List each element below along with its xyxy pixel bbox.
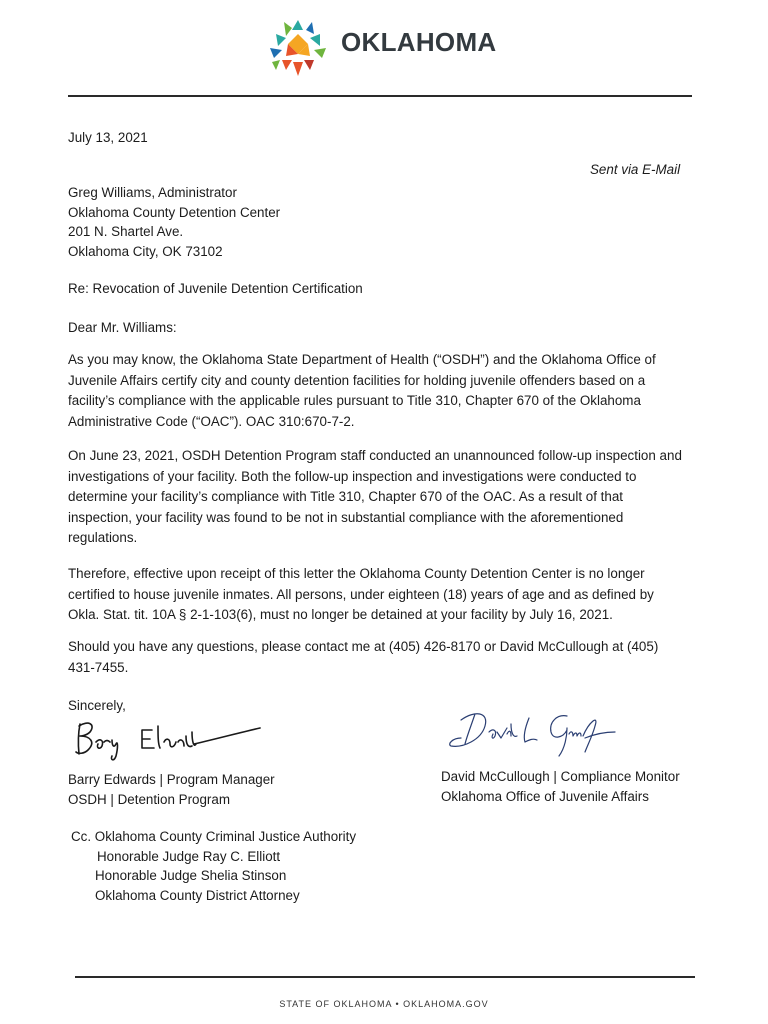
delivery-method: Sent via E-Mail <box>590 162 681 177</box>
body-paragraph: Should you have any questions, please contact me at (405) 426-8170 or David McCullough at (405) 431-7455. <box>68 639 659 675</box>
brand-wordmark: OKLAHOMA <box>341 27 497 57</box>
address-line: Oklahoma City, OK 73102 <box>68 243 223 259</box>
cc-list <box>71 827 356 905</box>
address-line: 201 N. Shartel Ave. <box>68 224 184 239</box>
signer-left-title: Barry Edwards | Program Manager <box>68 772 275 787</box>
signer-right-org: Oklahoma Office of Juvenile Affairs <box>441 788 649 804</box>
recipient-address <box>68 183 280 261</box>
signer-left-block <box>68 770 275 809</box>
footer-text: STATE OF OKLAHOMA • OKLAHOMA.GOV <box>279 999 489 1009</box>
footer-divider <box>75 976 695 978</box>
subject-line: Re: Revocation of Juvenile Detention Certification <box>68 281 363 296</box>
cc-line: Honorable Judge Shelia Stinson <box>95 868 287 883</box>
body-paragraph: On June 23, 2021, OSDH Detention Program staff conducted an unannounced follow-up inspection and investigations of your facility. Both the follow-up inspection and investigations were conducted to determine your facility’s compliance with Title 310, Chapter 670 of the OAC. As a result of that inspection, your facility was found to be not in substantial compliance with the aforementioned regulations. <box>68 448 682 545</box>
salutation: Dear Mr. Williams: <box>68 320 177 335</box>
oklahoma-star-logo <box>262 16 334 80</box>
body-paragraph: As you may know, the Oklahoma State Department of Health (“OSDH”) and the Oklahoma Office of Juvenile Affairs certify city and county detention facilities for holding juvenile offenders based on a facility’s compliance with the applicable rules pursuant to Title 310, Chapter 670 of the Oklahoma Administrative Code (“OAC”). OAC 310:670-7-2. <box>68 352 656 429</box>
cc-line: Oklahoma County District Attorney <box>95 887 300 903</box>
address-line: Oklahoma County Detention Center <box>68 204 281 220</box>
signer-left-org: OSDH | Detention Program <box>68 791 230 807</box>
signer-right-title: David McCullough | Compliance Monitor <box>441 769 680 784</box>
cc-line: Honorable Judge Ray C. Elliott <box>97 848 281 864</box>
signature-barry-edwards <box>70 712 265 764</box>
cc-line: Cc. Oklahoma County Criminal Justice Authority <box>71 829 357 844</box>
address-line: Greg Williams, Administrator <box>68 185 237 200</box>
letter-date: July 13, 2021 <box>68 130 148 145</box>
header-divider <box>68 95 692 97</box>
signer-right-block <box>441 767 680 806</box>
closing: Sincerely, <box>68 698 126 713</box>
signature-david-mccullough <box>445 702 620 760</box>
body-paragraph: Therefore, effective upon receipt of this letter the Oklahoma County Detention Center is no longer certified to house juvenile inmates. All persons, under eighteen (18) years of age and as defined by Okla. Stat. tit. 10A § 2-1-103(6), must no longer be detained at your facility by July 16, 2021. <box>68 566 654 622</box>
